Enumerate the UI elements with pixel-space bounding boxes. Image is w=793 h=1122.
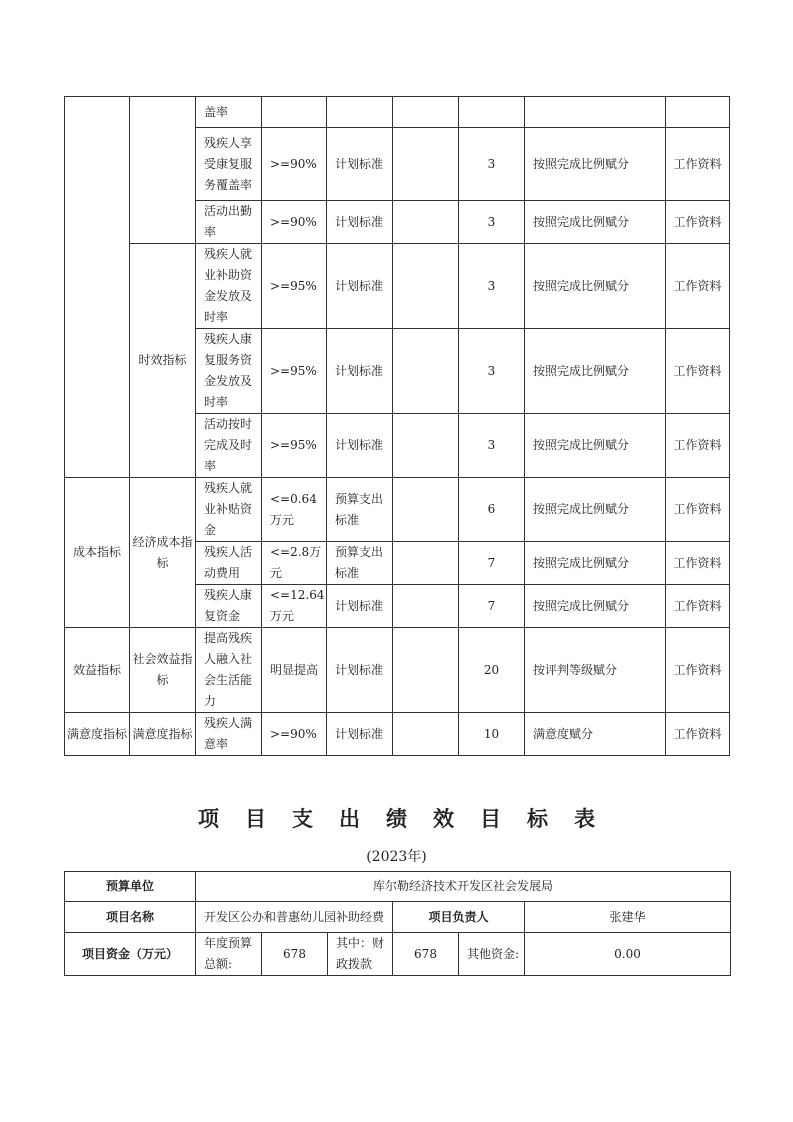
indicator-basis: 计划标准	[327, 244, 393, 329]
indicator-blank	[393, 585, 459, 628]
project-info-table	[64, 871, 731, 976]
level2-social-benefit: 社会效益指标	[130, 628, 196, 713]
indicator-basis: 计划标准	[327, 585, 393, 628]
level1-satisfaction: 满意度指标	[65, 713, 130, 756]
level1-benefit: 效益指标	[65, 628, 130, 713]
indicator-basis: 计划标准	[327, 628, 393, 713]
indicator-basis: 计划标准	[327, 414, 393, 478]
indicator-source	[666, 97, 730, 128]
indicator-weight	[459, 97, 525, 128]
indicator-source: 工作资料	[666, 201, 730, 244]
indicator-source: 工作资料	[666, 628, 730, 713]
indicator-weight: 3	[459, 329, 525, 414]
indicator-blank	[393, 128, 459, 201]
indicator-blank	[393, 329, 459, 414]
level2-spanning-cell	[130, 97, 196, 244]
level1-spanning-cell	[65, 97, 130, 478]
indicator-value: >=90%	[262, 713, 327, 756]
indicator-method: 满意度赋分	[525, 713, 666, 756]
indicator-weight: 10	[459, 713, 525, 756]
indicator-method: 按照完成比例赋分	[525, 201, 666, 244]
indicator-source: 工作资料	[666, 329, 730, 414]
indicator-value: >=90%	[262, 128, 327, 201]
indicator-method: 按照完成比例赋分	[525, 478, 666, 542]
indicator-source: 工作资料	[666, 128, 730, 201]
indicator-method: 按照完成比例赋分	[525, 128, 666, 201]
page-title: 项目支出绩效目标表	[198, 806, 621, 831]
indicator-blank	[393, 244, 459, 329]
level1-cost: 成本指标	[65, 478, 130, 628]
indicator-name: 残疾人满意率	[196, 713, 262, 756]
annual-budget-value: 678	[262, 933, 328, 976]
level2-timeliness: 时效指标	[130, 244, 196, 478]
indicator-method: 按照完成比例赋分	[525, 585, 666, 628]
indicator-name: 残疾人康复资金	[196, 585, 262, 628]
table-row	[65, 478, 730, 542]
indicator-name: 残疾人就业补助资金发放及时率	[196, 244, 262, 329]
indicator-method: 按照完成比例赋分	[525, 542, 666, 585]
indicator-blank	[393, 713, 459, 756]
indicator-weight: 20	[459, 628, 525, 713]
fiscal-appropriation-label: 其中：财政拨款	[328, 933, 393, 976]
indicator-name: 残疾人就业补贴资金	[196, 478, 262, 542]
indicator-method: 按照完成比例赋分	[525, 329, 666, 414]
indicator-basis	[327, 97, 393, 128]
indicator-basis: 预算支出标准	[327, 478, 393, 542]
indicator-source: 工作资料	[666, 478, 730, 542]
project-owner-value: 张建华	[525, 902, 731, 933]
indicator-value: >=95%	[262, 329, 327, 414]
indicator-weight: 7	[459, 542, 525, 585]
indicator-basis: 计划标准	[327, 128, 393, 201]
indicator-value: <=2.8万元	[262, 542, 327, 585]
indicator-source: 工作资料	[666, 713, 730, 756]
budget-unit-label: 预算单位	[65, 872, 196, 902]
indicator-weight: 6	[459, 478, 525, 542]
indicator-method: 按评判等级赋分	[525, 628, 666, 713]
table-row	[65, 713, 730, 756]
indicator-weight: 3	[459, 128, 525, 201]
indicator-basis: 计划标准	[327, 329, 393, 414]
indicator-blank	[393, 478, 459, 542]
table-row	[65, 628, 730, 713]
indicator-name: 提高残疾人融入社会生活能力	[196, 628, 262, 713]
project-owner-label: 项目负责人	[393, 902, 525, 933]
indicator-value	[262, 97, 327, 128]
indicator-name: 残疾人活动费用	[196, 542, 262, 585]
indicator-blank	[393, 201, 459, 244]
indicator-name: 残疾人康复服务资金发放及时率	[196, 329, 262, 414]
indicator-value: 明显提高	[262, 628, 327, 713]
level2-economic-cost: 经济成本指标	[130, 478, 196, 628]
indicator-basis: 计划标准	[327, 713, 393, 756]
indicator-name: 活动出勤率	[196, 201, 262, 244]
budget-unit-value: 库尔勒经济技术开发区社会发展局	[196, 872, 731, 902]
other-funds-label: 其他资金:	[459, 933, 525, 976]
annual-budget-label: 年度预算总额:	[196, 933, 262, 976]
table-row	[65, 97, 730, 128]
indicator-name: 残疾人享受康复服务覆盖率	[196, 128, 262, 201]
indicator-value: >=90%	[262, 201, 327, 244]
indicator-name: 盖率	[196, 97, 262, 128]
indicator-method	[525, 97, 666, 128]
indicator-blank	[393, 628, 459, 713]
table-row	[65, 244, 730, 329]
level2-satisfaction: 满意度指标	[130, 713, 196, 756]
other-funds-value: 0.00	[525, 933, 731, 976]
indicator-source: 工作资料	[666, 414, 730, 478]
performance-indicator-table	[64, 96, 730, 756]
indicator-value: <=0.64万元	[262, 478, 327, 542]
project-funds-label: 项目资金（万元）	[65, 933, 196, 976]
project-name-value: 开发区公办和普惠幼儿园补助经费	[196, 902, 393, 933]
project-name-label: 项目名称	[65, 902, 196, 933]
indicator-source: 工作资料	[666, 542, 730, 585]
indicator-method: 按照完成比例赋分	[525, 414, 666, 478]
indicator-basis: 计划标准	[327, 201, 393, 244]
indicator-basis: 预算支出标准	[327, 542, 393, 585]
indicator-method: 按照完成比例赋分	[525, 244, 666, 329]
indicator-blank	[393, 542, 459, 585]
fiscal-appropriation-value: 678	[393, 933, 459, 976]
year-label: (2023年)	[366, 849, 427, 865]
indicator-blank	[393, 97, 459, 128]
indicator-source: 工作资料	[666, 244, 730, 329]
indicator-blank	[393, 414, 459, 478]
indicator-name: 活动按时完成及时率	[196, 414, 262, 478]
indicator-weight: 7	[459, 585, 525, 628]
indicator-weight: 3	[459, 201, 525, 244]
indicator-value: <=12.64万元	[262, 585, 327, 628]
indicator-value: >=95%	[262, 244, 327, 329]
indicator-weight: 3	[459, 244, 525, 329]
indicator-source: 工作资料	[666, 585, 730, 628]
indicator-weight: 3	[459, 414, 525, 478]
indicator-value: >=95%	[262, 414, 327, 478]
